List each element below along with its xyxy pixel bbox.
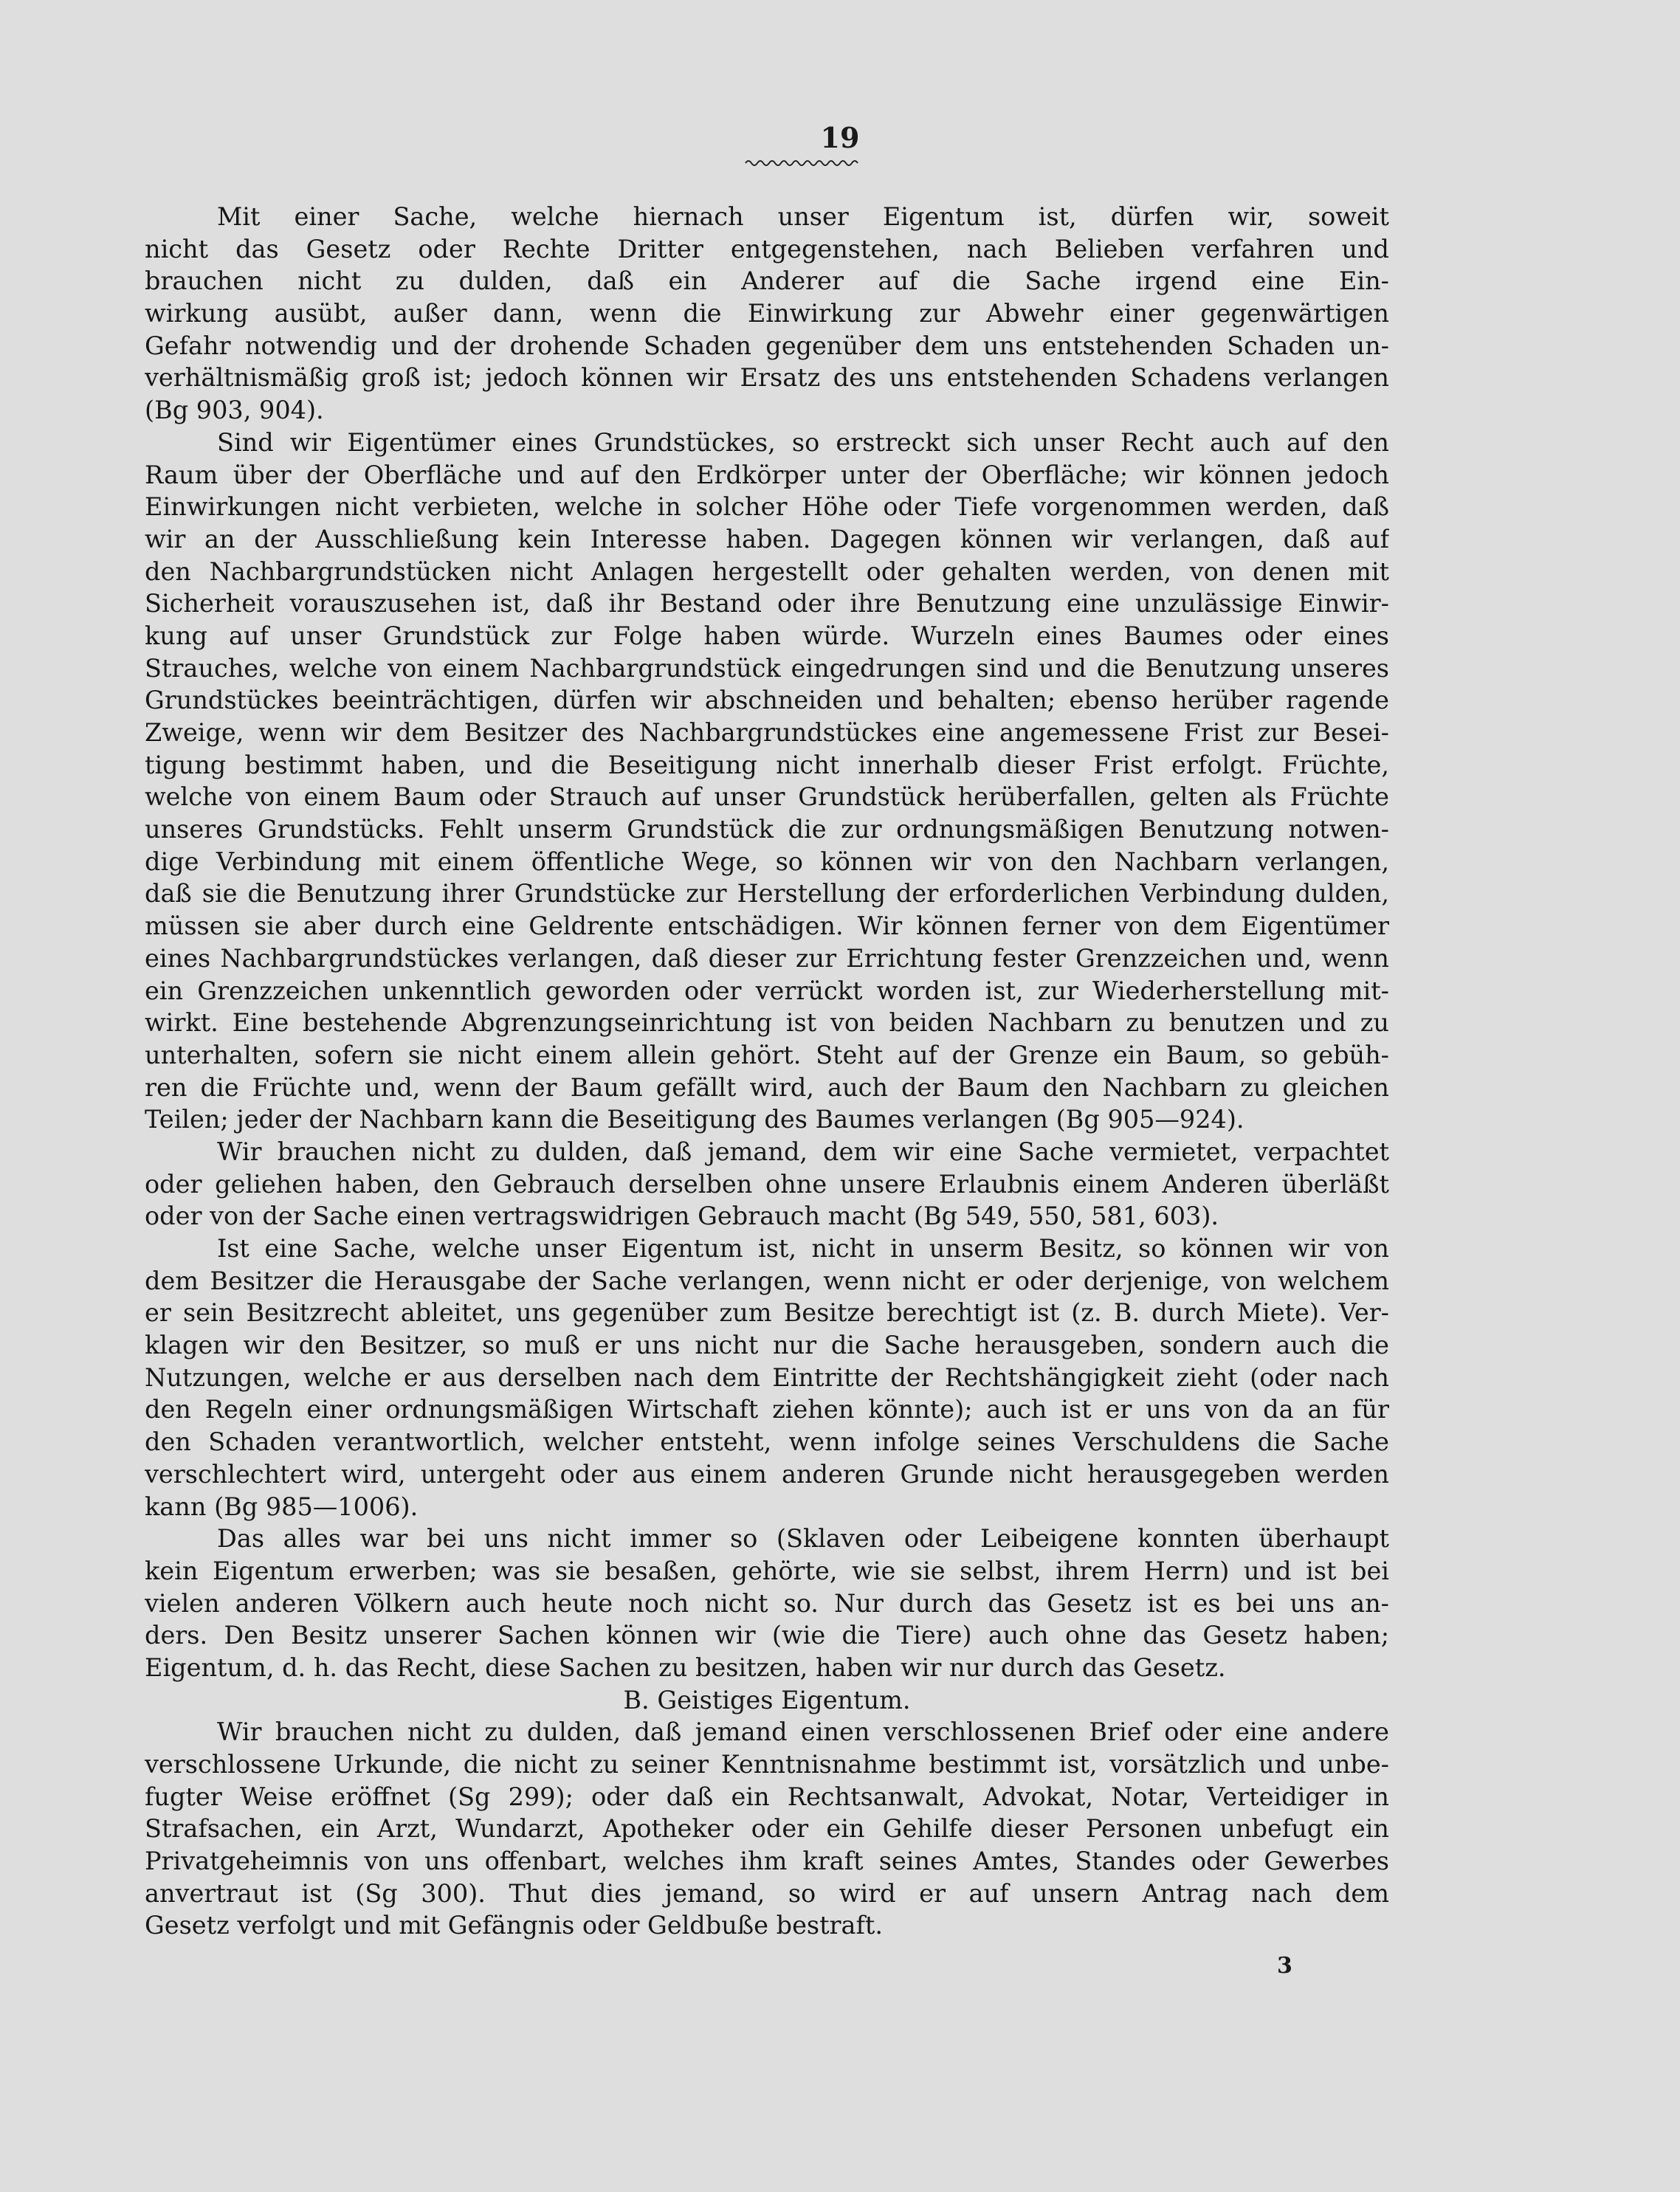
wavy-rule-ornament [744,156,862,168]
text-line: Einwirkungen nicht verbieten, welche in solcher Höhe oder Tiefe vorgenommen werden, daß [145,492,1389,522]
text-line: Wir brauchen nicht zu dulden, daß jemand einen verschlossenen Brief oder eine andere [217,1717,1389,1747]
text-line: Zweige, wenn wir dem Besitzer des Nachbargrundstückes eine angemessene Frist zur Besei- [145,718,1389,747]
text-line: (Bg 903, 904). [145,396,324,425]
text-line: nicht das Gesetz oder Rechte Dritter entgegenstehen, nach Belieben verfahren und [145,234,1389,263]
text-line: fugter Weise eröffnet (Sg 299); oder daß ein Rechtsanwalt, Advokat, Notar, Verteidiger in [145,1782,1389,1811]
text-line: Das alles war bei uns nicht immer so (Sklaven oder Leibeigene konnten überhaupt [217,1524,1389,1554]
text-line: kein Eigentum erwerben; was sie besaßen, gehörte, wie sie selbst, ihrem Herrn) und ist bei [145,1556,1389,1585]
text-line: Eigentum, d. h. das Recht, diese Sachen zu besitzen, haben wir nur durch das Gesetz. [145,1652,1226,1682]
text-line: er sein Besitzrecht ableitet, uns gegenüber zum Besitze berechtigt ist (z. B. durch Miete). Ver- [145,1298,1389,1328]
text-line: oder von der Sache einen vertragswidrigen Gebrauch macht (Bg 549, 550, 581, 603). [145,1202,1219,1231]
text-line: tigung bestimmt haben, und die Beseitigung nicht innerhalb dieser Frist erfolgt. Früchte, [145,750,1389,779]
text-line: Privatgeheimnis von uns offenbart, welches ihm kraft seines Amtes, Standes oder Gewerbes [145,1847,1389,1876]
text-line: ders. Den Besitz unserer Sachen können wir (wie die Tiere) auch ohne das Gesetz haben; [145,1621,1389,1650]
text-line: den Schaden verantwortlich, welcher entsteht, wenn infolge seines Verschuldens die Sache [145,1427,1389,1457]
text-line: den Regeln einer ordnungsmäßigen Wirtschaft ziehen könnte); auch ist er uns von da an für [145,1395,1389,1424]
text-line: wirkt. Eine bestehende Abgrenzungseinrichtung ist von beiden Nachbarn zu benutzen und zu [145,1008,1389,1038]
text-line: dem Besitzer die Herausgabe der Sache verlangen, wenn nicht er oder derjenige, von welchem [145,1266,1389,1295]
text-line: müssen sie aber durch eine Geldrente entschädigen. Wir können ferner von dem Eigentümer [145,911,1389,941]
text-line: verschlechtert wird, untergeht oder aus einem anderen Grunde nicht herausgegeben werden [145,1459,1389,1489]
sheet-signature: 3 [1277,1953,1292,1979]
text-line: Teilen; jeder der Nachbarn kann die Beseitigung des Baumes verlangen (Bg 905—924). [145,1105,1244,1134]
text-line: daß sie die Benutzung ihrer Grundstücke zur Herstellung der erforderlichen Verbindung dulden, [145,879,1389,909]
text-line: Strafsachen, ein Arzt, Wundarzt, Apotheker oder ein Gehilfe dieser Personen unbefugt ein [145,1814,1389,1844]
text-line: verhältnismäßig groß ist; jedoch können wir Ersatz des uns entstehenden Schadens verlangen [145,363,1389,393]
text-line: welche von einem Baum oder Strauch auf unser Grundstück herüberfallen, gelten als Früchte [145,782,1389,812]
text-line: Raum über der Oberfläche und auf den Erdkörper unter der Oberfläche; wir können jedoch [145,460,1389,489]
text-line: unterhalten, sofern sie nicht einem allein gehört. Steht auf der Grenze ein Baum, so gebüh- [145,1040,1389,1069]
text-line: oder geliehen haben, den Gebrauch derselben ohne unsere Erlaubnis einem Anderen überläßt [145,1169,1389,1199]
text-line: wirkung ausübt, außer dann, wenn die Einwirkung zur Abwehr einer gegenwärtigen [145,299,1389,328]
text-line: wir an der Ausschließung kein Interesse haben. Dagegen können wir verlangen, daß auf [145,524,1389,554]
text-line: ren die Früchte und, wenn der Baum gefällt wird, auch der Baum den Nachbarn zu gleichen [145,1072,1389,1102]
text-line: Mit einer Sache, welche hiernach unser Eigentum ist, dürfen wir, soweit [217,202,1389,231]
text-line: verschlossene Urkunde, die nicht zu seiner Kenntnisnahme bestimmt ist, vorsätzlich und unbe- [145,1750,1389,1779]
text-line: unseres Grundstücks. Fehlt unserm Grundstück die zur ordnungsmäßigen Benutzung notwen- [145,815,1389,844]
text-line: kann (Bg 985—1006). [145,1492,419,1521]
text-line: eines Nachbargrundstückes verlangen, daß dieser zur Errichtung fester Grenzzeichen und, wenn [145,943,1389,973]
text-line: klagen wir den Besitzer, so muß er uns nicht nur die Sache herausgeben, sondern auch die [145,1331,1389,1360]
text-line: den Nachbargrundstücken nicht Anlagen hergestellt oder gehalten werden, von denen mit [145,556,1389,586]
page-number: 19 [820,121,860,154]
body-text [145,201,1389,1942]
text-line: brauchen nicht zu dulden, daß ein Anderer auf die Sache irgend eine Ein- [145,266,1389,296]
text-line: ein Grenzzeichen unkenntlich geworden oder verrückt worden ist, zur Wiederherstellung mit- [145,976,1389,1005]
text-line: dige Verbindung mit einem öffentliche Wege, so können wir von den Nachbarn verlangen, [145,847,1389,876]
text-line: Nutzungen, welche er aus derselben nach dem Eintritte der Rechtshängigkeit zieht (oder nach [145,1362,1389,1392]
text-line: Grundstückes beeinträchtigen, dürfen wir abschneiden und behalten; ebenso herüber ragende [145,686,1389,715]
text-line: Gefahr notwendig und der drohende Schaden gegenüber dem uns entstehenden Schaden un- [145,331,1389,360]
text-line: Wir brauchen nicht zu dulden, daß jemand, dem wir eine Sache vermietet, verpachtet [217,1137,1389,1166]
section-heading: B. Geistiges Eigentum. [623,1685,911,1714]
text-line: kung auf unser Grundstück zur Folge haben würde. Wurzeln eines Baumes oder eines [145,621,1389,650]
text-line: Strauches, welche von einem Nachbargrundstück eingedrungen sind und die Benutzung unseres [145,653,1389,683]
text-line: anvertraut ist (Sg 300). Thut dies jemand, so wird er auf unsern Antrag nach dem [145,1878,1389,1908]
text-line: vielen anderen Völkern auch heute noch nicht so. Nur durch das Gesetz ist es bei uns an- [145,1588,1389,1618]
text-line: Sicherheit vorauszusehen ist, daß ihr Bestand oder ihre Benutzung eine unzulässige Einwir- [145,589,1389,618]
text-line: Sind wir Eigentümer eines Grundstückes, so erstreckt sich unser Recht auch auf den [217,427,1389,457]
text-line: Gesetz verfolgt und mit Gefängnis oder Geldbuße bestraft. [145,1911,884,1940]
text-line: Ist eine Sache, welche unser Eigentum ist, nicht in unserm Besitz, so können wir von [217,1234,1389,1263]
